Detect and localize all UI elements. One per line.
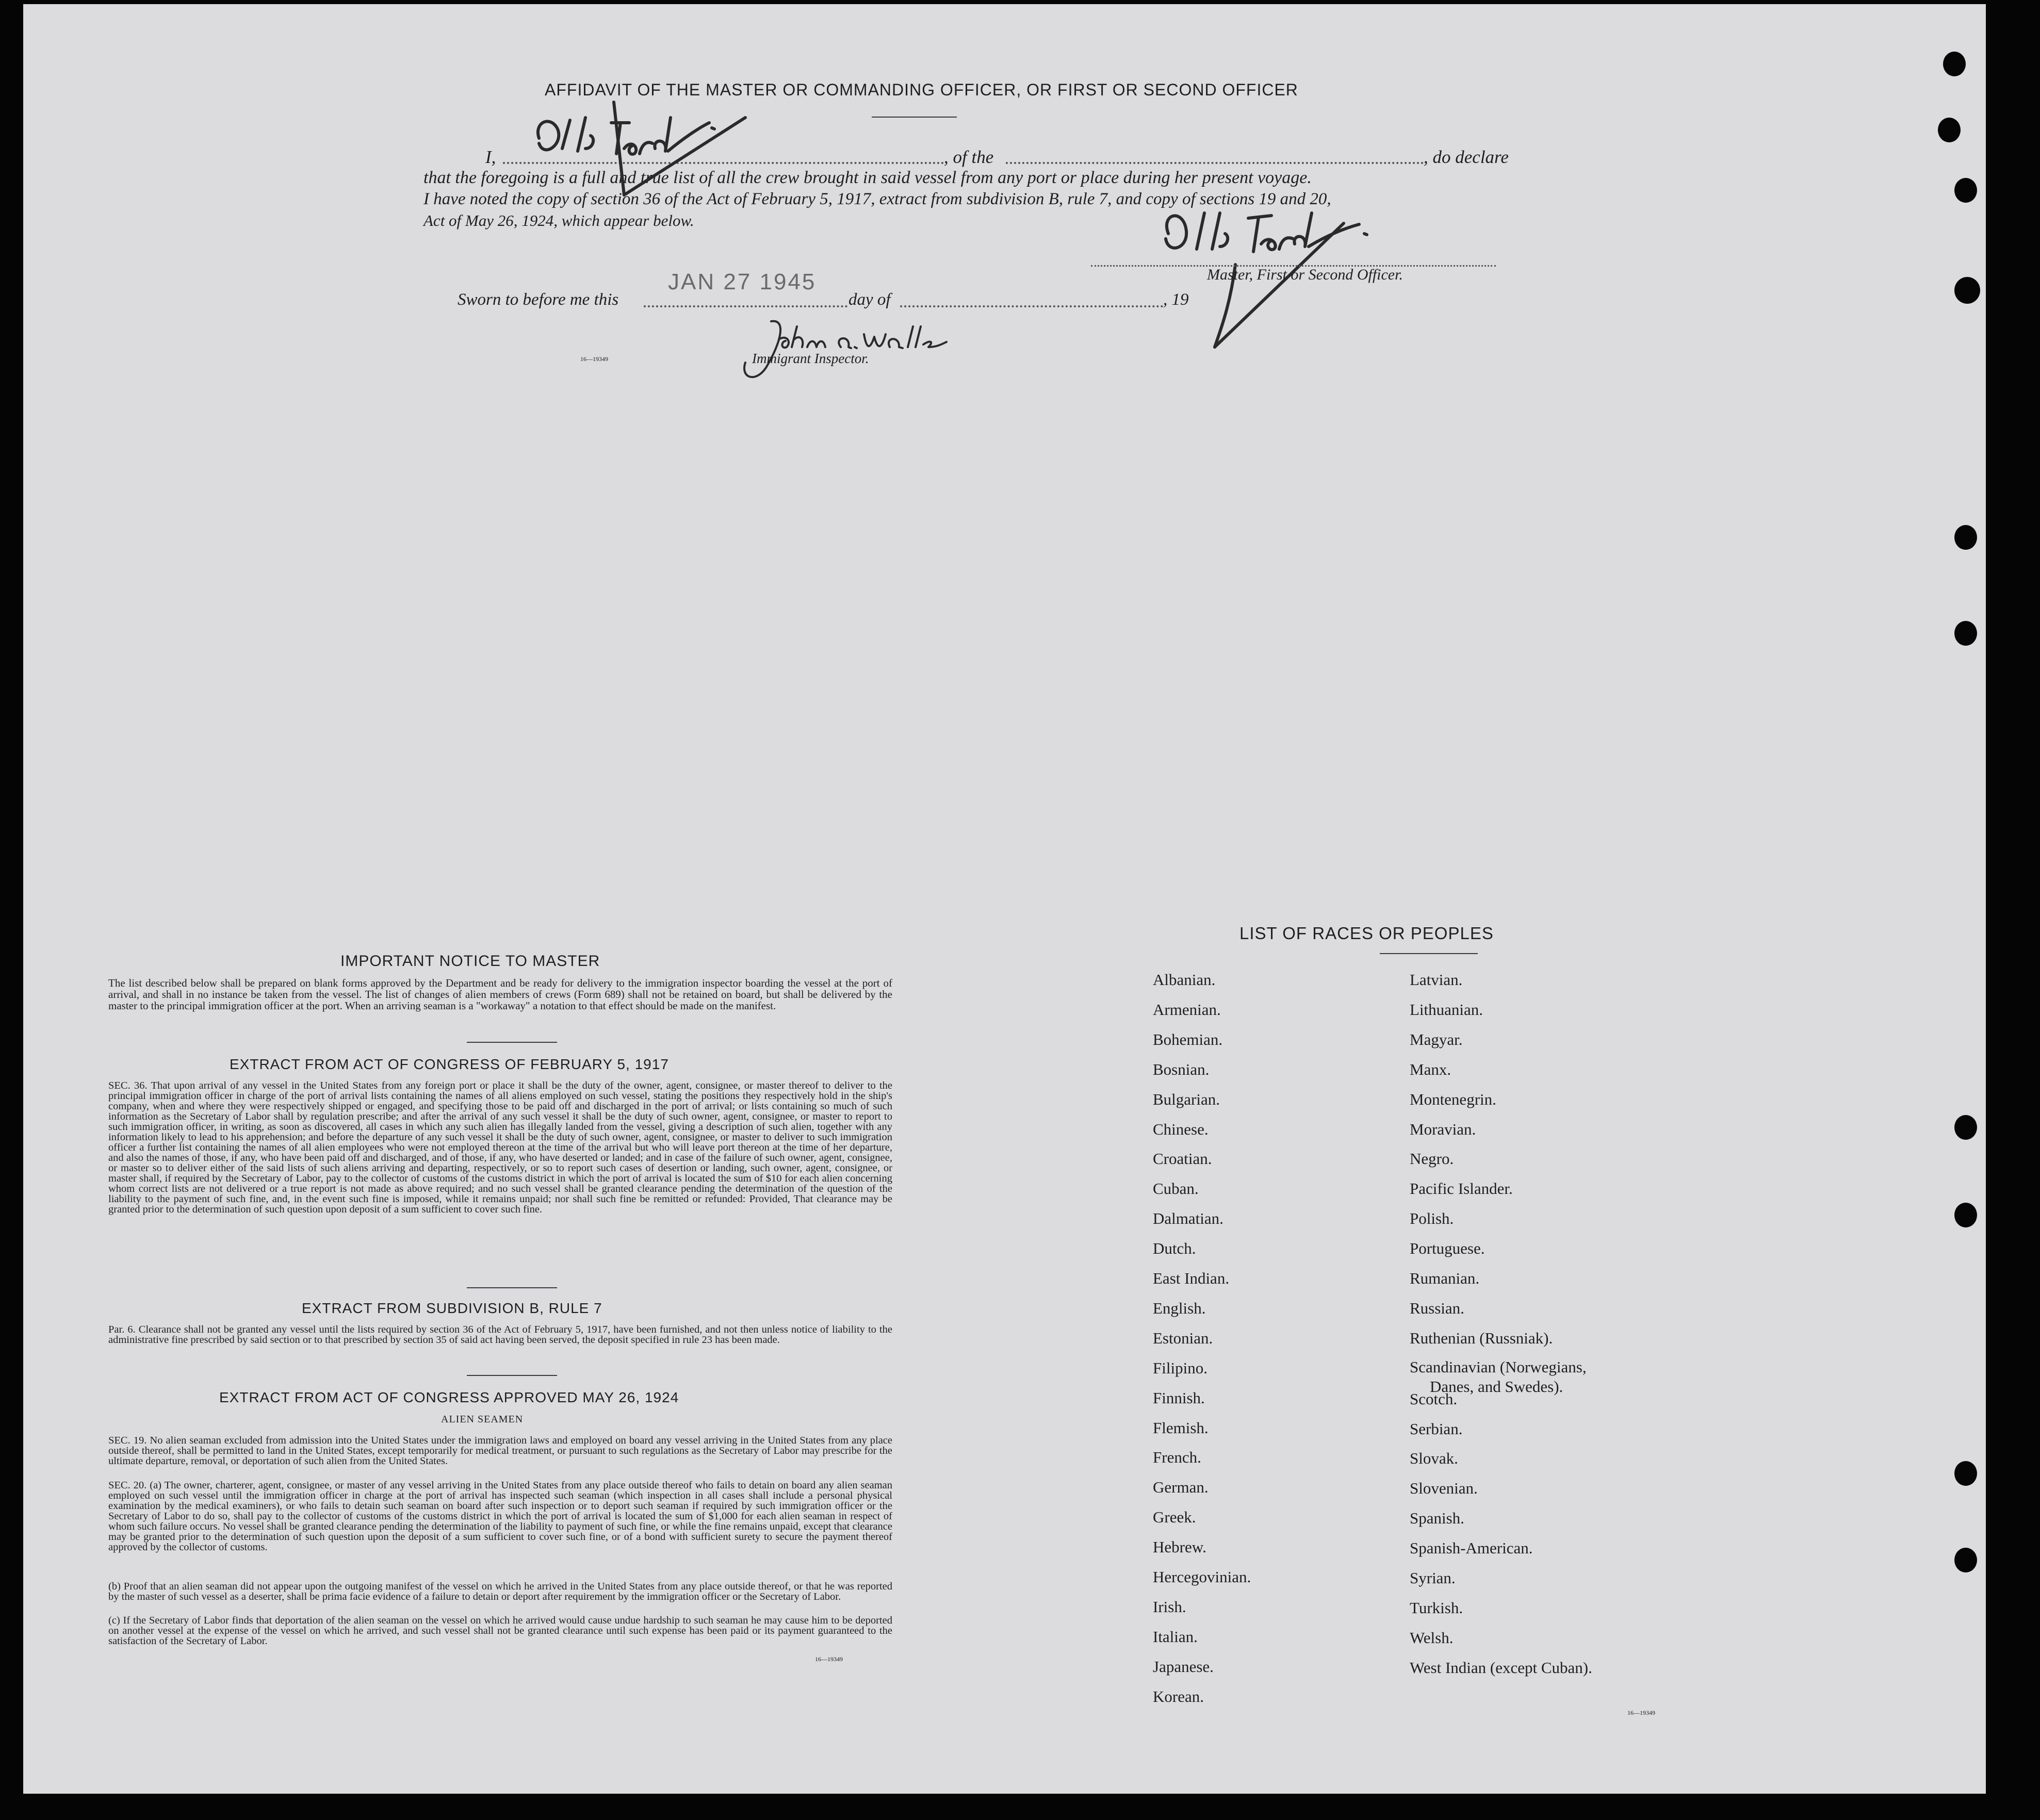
race-item: French.	[1153, 1448, 1201, 1467]
race-item: Scotch.	[1410, 1389, 1458, 1408]
race-item: Korean.	[1153, 1687, 1204, 1706]
race-item: Bosnian.	[1153, 1060, 1210, 1078]
document-page	[23, 4, 1986, 1794]
race-item: Slovenian.	[1410, 1479, 1478, 1498]
sworn-prefix: Sworn to before me this	[458, 290, 619, 309]
race-item: German.	[1153, 1478, 1209, 1497]
date-stamp: JAN 27 1945	[668, 269, 817, 294]
race-item: English.	[1153, 1299, 1206, 1317]
race-item: Slovak.	[1410, 1449, 1458, 1468]
race-item: Hebrew.	[1153, 1538, 1206, 1556]
punch-hole	[1954, 277, 1980, 304]
race-item: Portuguese.	[1410, 1239, 1485, 1258]
race-item: Moravian.	[1410, 1120, 1476, 1138]
race-item: Spanish-American.	[1410, 1539, 1533, 1557]
master-signature-1	[534, 71, 802, 257]
extract-1924-title: EXTRACT FROM ACT OF CONGRESS APPROVED MAY 26, 1924	[219, 1389, 679, 1405]
race-item: Bohemian.	[1153, 1030, 1223, 1048]
punch-hole	[1954, 1548, 1977, 1572]
race-item: Cuban.	[1153, 1179, 1199, 1198]
race-item: Filipino.	[1153, 1358, 1207, 1377]
extract-1917-text: SEC. 36. That upon arrival of any vessel in the United States from any foreign port or place it shall be the duty of the owner, agent, consignee, or master thereof to deliver to the principal immigration officer in charge of the port of arrival lists containing the names of all aliens employed on such vessel, stating the positions they respectively hold in the ship's company, when and where they were respectively shipped or engaged, and specifying those to be paid off and discharged in the port of arrival; or lists containing so much of such information as the Secretary of Labor shall by regulation prescribe; and after the arrival of any such vessel it shall be the duty of such owner, agent, consignee, or master to report to such immigration officer, in writing, as soon as discovered, all cases in which any such alien has illegally landed from the vessel, giving a description of such alien, together with any information likely to lead to his apprehension; and before the departure of any such vessel it shall be the duty of such owner, agent, consignee, or master to deliver to such immigration officer a further list containing the names of all alien employees who were not employed thereon at the time of the arrival but who will leave port thereon at the time of her departure, and also the names of those, if any, who have been paid off and discharged, and of those, if any, who have deserted or landed; and in case of the failure of such owner, agent, consignee, or master so to deliver either of the said lists of such aliens arriving and departing, respectively, or so to report such cases of desertion or landing, such owner, agent, consignee, or master shall, if required by the Secretary of Labor, pay to the collector of customs of the customs district in which the port of arrival is located the sum of $10 for each alien concerning whom correct lists are not delivered or a true report is not made as above required; and no such vessel shall be granted clearance pending the determination of the question of the liability to the payment of such fine, and, in the event such fine is imposed, while it remains unpaid; nor shall such fine be remitted or refunded: Provided, That clearance may be granted prior to the determination of such question upon deposit of a sum sufficient to cover such fine.	[108, 1080, 892, 1215]
vessel-blank	[1006, 162, 1424, 164]
subdivision-b-text: Par. 6. Clearance shall not be granted any vessel until the lists required by section 36 of the Act of February 5, 1917, have been furnished, and not then unless notice of liability to the administrative fine prescribed by said section or to that prescribed by section 35 of said act having been served, the deposit specified in rule 23 has been made.	[108, 1324, 892, 1346]
race-item: Scandinavian (Norwegians,	[1410, 1357, 1587, 1376]
race-item: Estonian.	[1153, 1329, 1213, 1347]
race-item: Serbian.	[1410, 1419, 1463, 1438]
form-number-right: 16—19349	[1627, 1709, 1655, 1716]
race-item: Croatian.	[1153, 1150, 1212, 1168]
declaration-line-4: Act of May 26, 1924, which appear below.	[423, 211, 694, 229]
race-item: Welsh.	[1410, 1628, 1454, 1647]
race-item: Italian.	[1153, 1627, 1198, 1646]
sworn-day-of: day of	[848, 290, 891, 309]
declaration-do-declare: , do declare	[1424, 147, 1509, 167]
title-rule	[872, 117, 957, 118]
race-item: Greek.	[1153, 1508, 1196, 1527]
race-item: Ruthenian (Russniak).	[1410, 1329, 1553, 1347]
race-item: Danes, and Swedes).	[1430, 1377, 1563, 1396]
races-rule	[1380, 953, 1478, 954]
sec-20a-text: SEC. 20. (a) The owner, charterer, agent, consignee, or master of any vessel arriving in the United States from any place outside thereof who fails to detain on board any alien seaman employed on such vessel until the immigration officer in charge at the port of arrival has inspected such seaman (which inspection in all cases shall include a personal physical examination by the medical examiners), or who fails to detain such seaman on board after such inspection or to deport such seaman if required by such immigration officer or the Secretary of Labor to do so, shall pay to the collector of customs of the customs district in which the port of arrival is located the sum of $1,000 for each alien seaman in respect of whom such failure occurs. No vessel shall be granted clearance pending the determination of the liability to payment of such fine, or while the fine remains unpaid, except that clearance may be granted prior to the determination of such question upon the deposit of a sum sufficient to cover such fine, or of a bond with sufficient surety to secure the payment thereof approved by the collector of customs.	[108, 1480, 892, 1553]
race-item: Rumanian.	[1410, 1269, 1480, 1287]
subdivision-b-title: EXTRACT FROM SUBDIVISION B, RULE 7	[302, 1300, 602, 1316]
punch-hole	[1954, 1203, 1977, 1227]
race-item: Japanese.	[1153, 1657, 1214, 1676]
punch-hole	[1943, 52, 1966, 76]
race-item: Lithuanian.	[1410, 1000, 1483, 1019]
punch-hole	[1954, 1461, 1977, 1486]
punch-hole	[1954, 1115, 1977, 1140]
notice-rule	[467, 1042, 557, 1043]
affidavit-title: AFFIDAVIT OF THE MASTER OR COMMANDING OFFICER, OR FIRST OR SECOND OFFICER	[545, 80, 1298, 99]
race-item: Flemish.	[1153, 1418, 1209, 1437]
races-title: LIST OF RACES OR PEOPLES	[1239, 924, 1494, 943]
race-item: East Indian.	[1153, 1269, 1230, 1287]
race-item: Russian.	[1410, 1299, 1464, 1317]
sworn-month-blank	[900, 305, 1163, 307]
race-item: Finnish.	[1153, 1388, 1205, 1407]
punch-hole	[1938, 118, 1961, 142]
declaration-line-3: I have noted the copy of section 36 of the Act of February 5, 1917, extract from subdivision B, rule 7, and copy of sections 19 and 20,	[423, 190, 1331, 208]
race-item: Manx.	[1410, 1060, 1451, 1078]
inspector-caption: Immigrant Inspector.	[752, 351, 869, 366]
form-number-top: 16—19349	[580, 355, 608, 363]
alien-seamen-subtitle: ALIEN SEAMEN	[441, 1414, 524, 1425]
sec-20c-text: (c) If the Secretary of Labor finds that deportation of the alien seaman on the vessel on which he arrived would cause undue hardship to such seaman he may cause him to be deported on another vessel at the expense of the vessel on which he arrived, and such vessel shall not be granted clearance until such expense has been paid or its payment guaranteed to the satisfaction of the Secretary of Labor.	[108, 1615, 892, 1647]
sec-20b-text: (b) Proof that an alien seaman did not appear upon the outgoing manifest of the vessel on which he arrived in the United States from any place outside thereof, or that he was reported by the master of such vessel as a deserter, shall be prima facie evidence of a failure to detain or deport after requirement by the immigration officer or the Secretary of Labor.	[108, 1581, 892, 1602]
race-item: Magyar.	[1410, 1030, 1463, 1048]
subdivision-b-rule	[467, 1375, 557, 1376]
race-item: Hercegovinian.	[1153, 1568, 1251, 1586]
race-item: Pacific Islander.	[1410, 1179, 1513, 1198]
punch-hole	[1954, 525, 1977, 550]
sworn-day-blank	[644, 305, 847, 307]
race-item: Chinese.	[1153, 1120, 1209, 1138]
race-item: Armenian.	[1153, 1000, 1221, 1019]
declaration-line-2: that the foregoing is a full and true list of all the crew brought in said vessel from any port or place during her present voyage.	[423, 168, 1312, 187]
race-item: Syrian.	[1410, 1569, 1456, 1587]
sec-19-text: SEC. 19. No alien seaman excluded from admission into the United States under the immigration laws and employed on board any vessel arriving in the United States from any place outside thereof, shall be permitted to land in the United States, except temporarily for medical treatment, or pursuant to such regulations as the Secretary of Labor may prescribe for the ultimate departure, removal, or deportation of such alien from the United States.	[108, 1435, 892, 1467]
race-item: Irish.	[1153, 1597, 1186, 1616]
race-item: West Indian (except Cuban).	[1410, 1658, 1592, 1677]
race-item: Dalmatian.	[1153, 1209, 1223, 1228]
race-item: Spanish.	[1410, 1509, 1464, 1528]
sworn-year: , 19	[1163, 290, 1189, 309]
race-item: Polish.	[1410, 1209, 1454, 1228]
race-item: Bulgarian.	[1153, 1090, 1220, 1108]
master-caption: Master, First or Second Officer.	[1207, 266, 1403, 283]
declaration-i: I,	[485, 147, 496, 167]
race-item: Dutch.	[1153, 1239, 1196, 1258]
extract-1917-rule	[467, 1287, 557, 1288]
form-number-left: 16—19349	[815, 1655, 843, 1663]
race-item: Negro.	[1410, 1150, 1454, 1168]
race-item: Latvian.	[1410, 971, 1463, 989]
declaration-of-the: , of the	[944, 147, 994, 167]
extract-1917-title: EXTRACT FROM ACT OF CONGRESS OF FEBRUARY 5, 1917	[230, 1056, 669, 1072]
notice-title: IMPORTANT NOTICE TO MASTER	[340, 953, 600, 970]
race-item: Albanian.	[1153, 971, 1216, 989]
punch-hole	[1954, 178, 1977, 203]
punch-hole	[1954, 621, 1977, 646]
race-item: Turkish.	[1410, 1598, 1463, 1617]
notice-text: The list described below shall be prepared on blank forms approved by the Department and be ready for delivery to the immigration inspector boarding the vessel at the port of arrival, and shall in no instance be taken from the vessel. The list of changes of alien members of crews (Form 689) shall not be retained on board, but shall be delivered by the master to the principal immigration officer at the port. When an arriving seaman is a "workaway" a notation to that effect should be made on the manifest.	[108, 977, 892, 1012]
race-item: Montenegrin.	[1410, 1090, 1496, 1108]
